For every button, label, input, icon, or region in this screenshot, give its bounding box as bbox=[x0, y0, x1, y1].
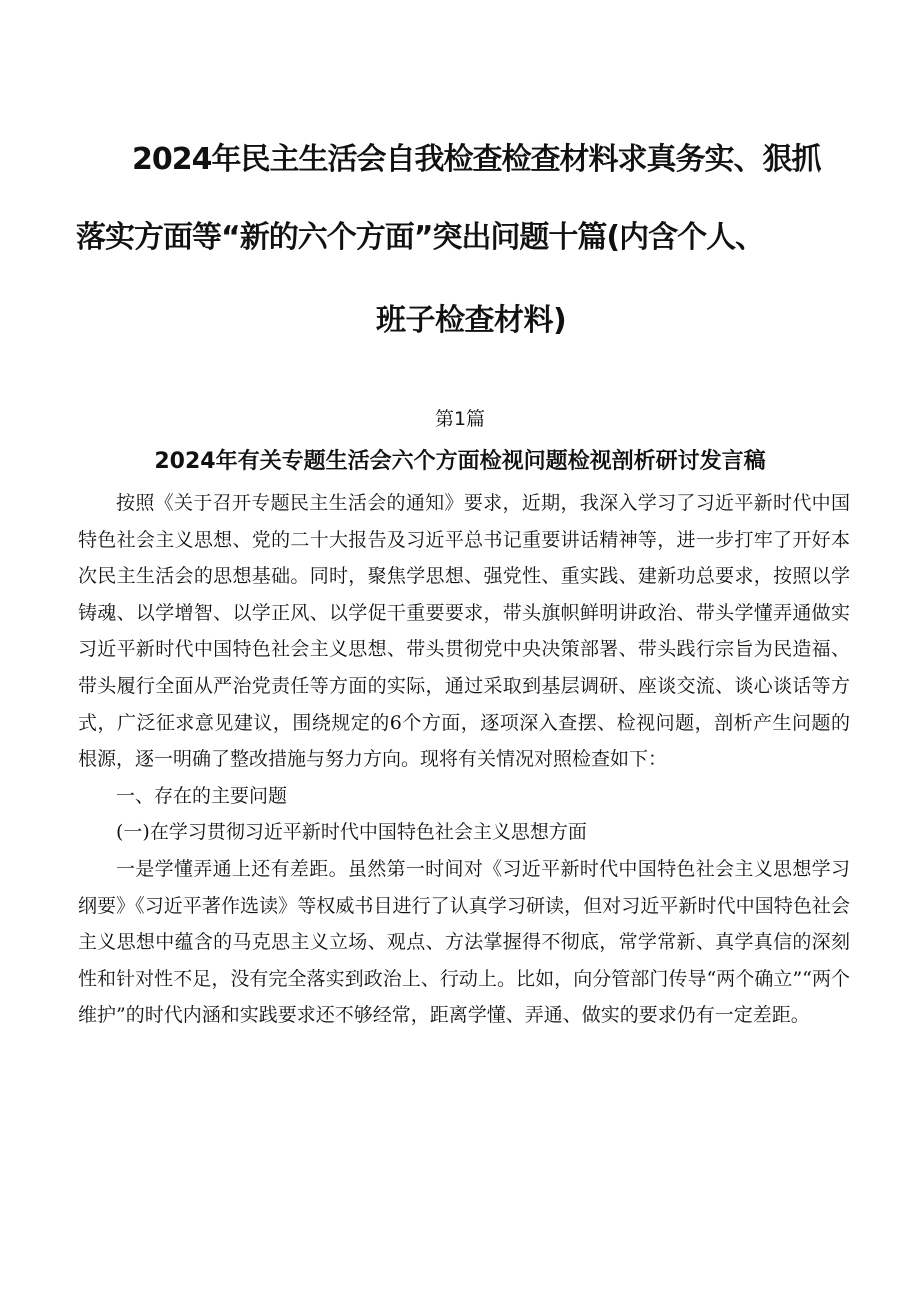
chapter-heading: 第1篇 bbox=[434, 408, 486, 430]
subsection-heading: (一)在学习贯彻习近平新时代中国特色社会主义思想方面 bbox=[116, 821, 587, 844]
section-heading: 一、存在的主要问题 bbox=[116, 784, 288, 807]
subtitle: 2024年有关专题生活会六个方面检视问题检视剖析研讨发言稿 bbox=[154, 449, 766, 474]
title-line-3: 班子检查材料) bbox=[376, 303, 567, 338]
title-line-1: 2024年民主生活会自我检查检查材料求真务实、狠抓 bbox=[132, 142, 821, 177]
paragraph-point-one: 一是学懂弄通上还有差距。虽然第一时间对《习近平新时代中国特色社会主义思想学习纲要》《习近平著作选读》等权威书目进行了认真学习研读，但对习近平新时代中国特色社会主义思想中蕴含的马克思主义立场、观点、方法掌握得不彻底，常学常新、真学真信的深刻性和针对性不足，没有完全落实到政治上、行动上。比如，向分管部门传导“两个确立”“两个维护”的时代内涵和实践要求还不够经常，距离学懂、弄通、做实的要求仍有一定差距。 bbox=[78, 857, 850, 1027]
title-line-2: 落实方面等“新的六个方面”突出问题十篇(内含个人、 bbox=[76, 220, 765, 255]
body-text bbox=[78, 485, 850, 1034]
paragraph-intro: 按照《关于召开专题民主生活会的通知》要求，近期，我深入学习了习近平新时代中国特色社会主义思想、党的二十大报告及习近平总书记重要讲话精神等，进一步打牢了开好本次民主生活会的思想基础。同时，聚焦学思想、强党性、重实践、建新功总要求，按照以学铸魂、以学增智、以学正风、以学促干重要要求，带头旗帜鲜明讲政治、带头学懂弄通做实习近平新时代中国特色社会主义思想、带头贯彻党中央决策部署、带头践行宗旨为民造福、带头履行全面从严治党责任等方面的实际，通过采取到基层调研、座谈交流、谈心谈话等方式，广泛征求意见建议，围绕规定的6个方面，逐项深入查摆、检视问题，剖析产生问题的根源，逐一明确了整改措施与努力方向。现将有关情况对照检查如下： bbox=[78, 492, 850, 771]
